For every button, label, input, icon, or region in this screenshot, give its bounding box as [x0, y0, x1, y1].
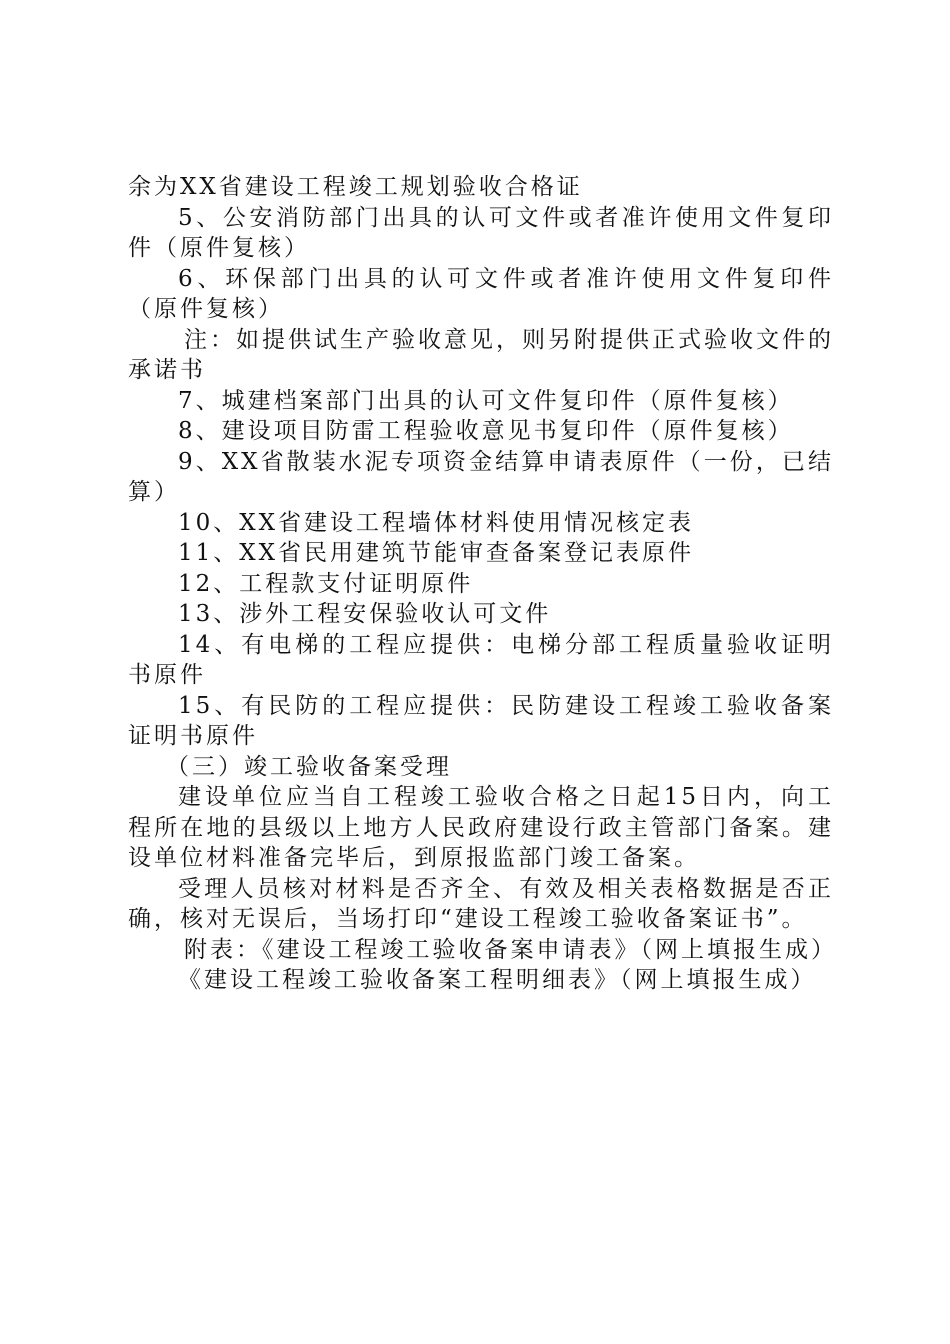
list-item-6: 6、环保部门出具的认可文件或者准许使用文件复印件（原件复核） [128, 265, 834, 322]
list-item-9: 9、XX省散装水泥专项资金结算申请表原件（一份，已结算） [128, 448, 834, 505]
list-item-14: 14、有电梯的工程应提供：电梯分部工程质量验收证明书原件 [128, 631, 834, 688]
list-item-12: 12、工程款支付证明原件 [178, 570, 474, 597]
list-item-10: 10、XX省建设工程墙体材料使用情况核定表 [178, 509, 695, 536]
section-heading: （三）竣工验收备案受理 [166, 753, 452, 780]
list-item-8: 8、建设项目防雷工程验收意见书复印件（原件复核） [178, 418, 794, 444]
appendix-line-1: 附表：《建设工程竣工验收备案申请表》（网上填报生成） [184, 936, 837, 963]
note-paragraph: 注：如提供试生产验收意见，则另附提供正式验收文件的承诺书 [128, 326, 834, 383]
list-item-13: 13、涉外工程安保验收认可文件 [178, 601, 552, 627]
list-item-7: 7、城建档案部门出具的认可文件复印件（原件复核） [178, 387, 794, 414]
body-paragraph-review: 受理人员核对材料是否齐全、有效及相关表格数据是否正确，核对无误后，当场打印“建设工程竣工验收备案证书”。 [128, 875, 834, 932]
document-body [128, 172, 837, 996]
appendix-line-2: 《建设工程竣工验收备案工程明细表》（网上填报生成） [178, 967, 817, 993]
list-item-11: 11、XX省民用建筑节能审查备案登记表原件 [178, 540, 695, 566]
paragraph-continuation: 余为XX省建设工程竣工规划验收合格证 [128, 174, 583, 200]
list-item-5: 5、公安消防部门出具的认可文件或者准许使用文件复印件（原件复核） [128, 204, 834, 261]
body-paragraph-filing: 建设单位应当自工程竣工验收合格之日起15日内，向工程所在地的县级以上地方人民政府建设行政主管部门备案。建设单位材料准备完毕后，到原报监部门竣工备案。 [128, 784, 834, 871]
list-item-15: 15、有民防的工程应提供：民防建设工程竣工验收备案证明书原件 [128, 692, 834, 749]
